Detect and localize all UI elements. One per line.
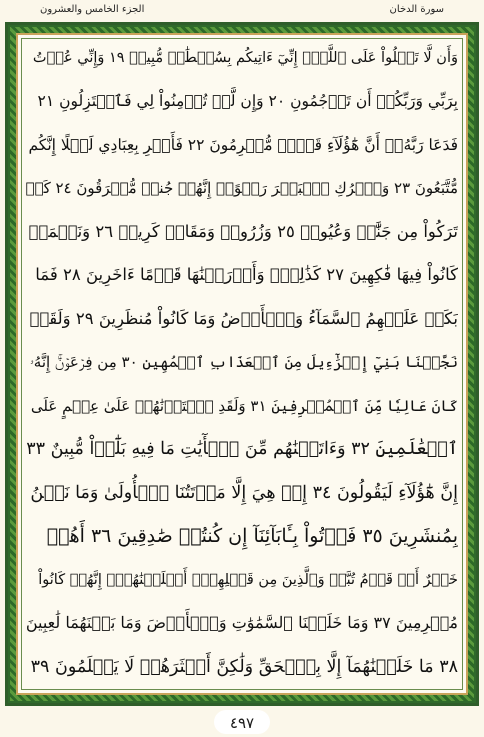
text-line: بِمُنشَرِينَ ٣٥ فَأۡتُواْ بِـَٔابَآئِنَآ إِن كُنتُمۡ صَٰدِقِينَ ٣٦ أَهُمۡ [46, 525, 458, 547]
text-line: بِرَبِّي وَرَبِّكُمۡ أَن تَرۡجُمُونِ ٢٠ وَإِن لَّمۡ تُؤۡمِنُواْ لِي فَٱعۡتَزِلُونِ ٢١ [37, 92, 458, 110]
text-line: مُّتَّبَعُونَ ٢٣ وَٱتۡرُكِ ٱلۡبَحۡرَ رَهۡوًاۖ إِنَّهُمۡ جُندٞ مُّغۡرَقُونَ ٢٤ كَمۡ [26, 179, 458, 197]
quran-text [26, 38, 458, 694]
text-line: كَانُواْ فِيهَا فَٰكِهِينَ ٢٧ كَذَٰلِكَۖ وَأَوۡرَثۡنَٰهَا قَوۡمًا ءَاخَرِينَ ٢٨ فَمَا [35, 265, 458, 284]
text-line: ٱلۡعَٰلَمِينَ ٣٢ وَءَاتَيۡنَٰهُم مِّنَ ٱلۡأٓيَٰتِ مَا فِيهِ بَلَٰٓؤٞاْ مُّبِينٌ ٣٣ [26, 439, 458, 459]
text-line: تَرَكُواْ مِن جَنَّٰتٖ وَعُيُونٖ ٢٥ وَزُرُوعٖ وَمَقَامٖ كَرِيمٖ ٢٦ وَنَعۡمَةٖ [28, 222, 458, 241]
text-line: بَكَتۡ عَلَيۡهِمُ ٱلسَّمَآءُ وَٱلۡأَرۡضُ وَمَا كَانُواْ مُنظَرِينَ ٢٩ وَلَقَدۡ [29, 309, 458, 328]
text-line: فَدَعَا رَبَّهُۥٓ أَنَّ هَٰٓؤُلَآءِ قَوۡمٞ مُّجۡرِمُونَ ٢٢ فَأَسۡرِ بِعِبَادِي لَيۡلًا إِنَّكُم [28, 136, 458, 154]
text-line: خَيۡرٌ أَمۡ قَوۡمُ تُبَّعٖ وَٱلَّذِينَ مِن قَبۡلِهِمۡۚ أَهۡلَكۡنَٰهُمۡۖ إِنَّهُمۡ كَانُواْ [38, 572, 458, 588]
page-number: ٤٩٧ [229, 714, 255, 732]
text-line: إِنَّ هَٰٓؤُلَآءِ لَيَقُولُونَ ٣٤ إِنۡ هِيَ إِلَّا مَوۡتَتُنَا ٱلۡأُولَىٰ وَمَا نَحۡنُ [30, 483, 458, 503]
juz-label: الجزء الخامس والعشرون [40, 4, 145, 15]
text-line: كَانَ عَالِيٗا مِّنَ ٱلۡمُسۡرِفِينَ ٣١ وَلَقَدِ ٱخۡتَرۡنَٰهُمۡ عَلَىٰ عِلۡمٍ عَلَى [30, 397, 458, 415]
text-line: مُجۡرِمِينَ ٣٧ وَمَا خَلَقۡنَا ٱلسَّمَٰوَٰتِ وَٱلۡأَرۡضَ وَمَا بَيۡنَهُمَا لَٰعِبِينَ [26, 613, 458, 632]
text-line: نَجَّيۡنَا بَنِيٓ إِسۡرَٰٓءِيلَ مِنَ ٱلۡعَذَابِ ٱلۡمُهِينِ ٣٠ مِن فِرۡعَوۡنَۚ إِنَّهُۥ [30, 353, 458, 371]
text-line: وَأَن لَّا تَعۡلُواْ عَلَى ٱللَّهِۖ إِنِّيٓ ءَاتِيكُم بِسُلۡطَٰنٖ مُّبِينٖ ١٩ وَإِنِّي عُذۡتُ [32, 50, 458, 66]
text-line: ٣٨ مَا خَلَقۡنَٰهُمَآ إِلَّا بِٱلۡحَقِّ وَلَٰكِنَّ أَكۡثَرَهُمۡ لَا يَعۡلَمُونَ ٣٩ [30, 657, 458, 677]
surah-label: سورة الدخان [389, 4, 444, 15]
page-header [0, 0, 484, 20]
